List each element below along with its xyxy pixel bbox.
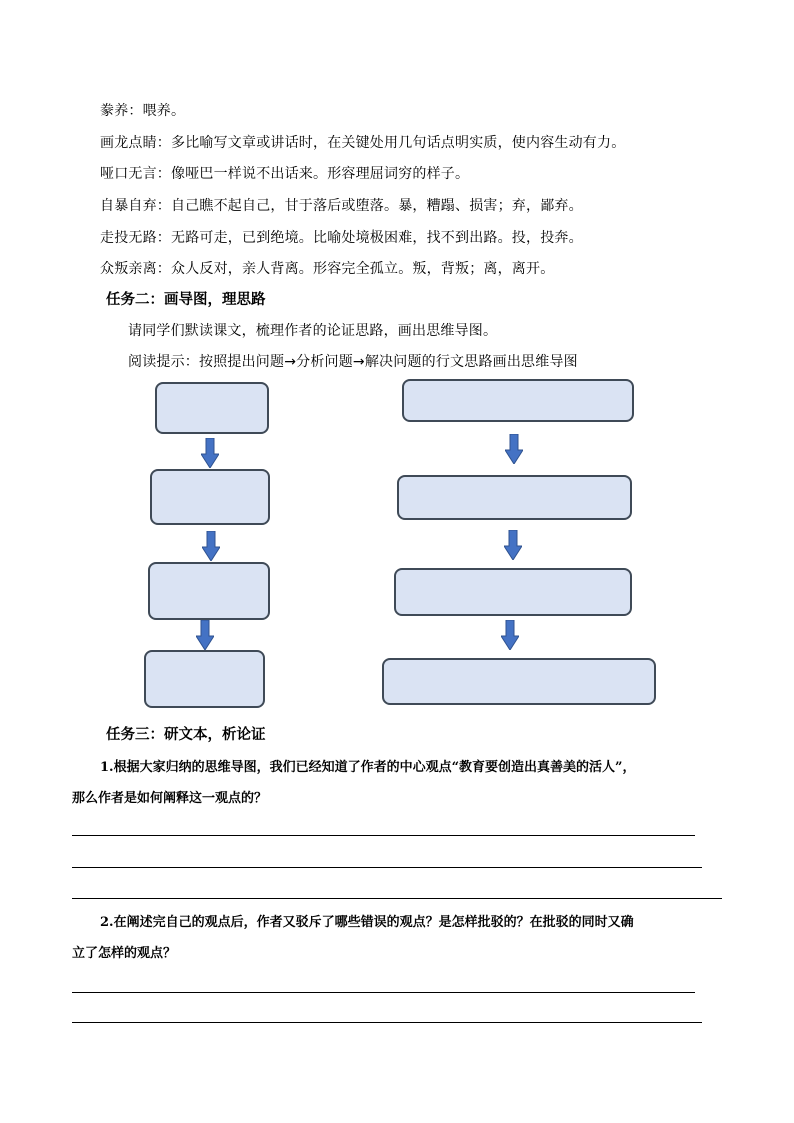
mindmap-left-box-2[interactable]: [150, 469, 270, 525]
vocab-line-6: 众叛亲离：众人反对，亲人背离。形容完全孤立。叛，背叛；离，离开。: [100, 261, 555, 277]
task2-hint: 阅读提示：按照提出问题→分析问题→解决问题的行文思路画出思维导图: [128, 354, 578, 370]
vocab-line-1: 豢养：喂养。: [100, 103, 186, 119]
question-1-line-1: 1.根据大家归纳的思维导图，我们已经知道了作者的中心观点“教育要创造出真善美的活人”，: [100, 760, 636, 775]
mindmap-right-box-4[interactable]: [382, 658, 656, 705]
mindmap-right-box-3[interactable]: [394, 568, 632, 616]
answer-line[interactable]: [72, 867, 702, 868]
mindmap-right-box-1[interactable]: [402, 379, 634, 422]
answer-line[interactable]: [72, 835, 695, 836]
task3-title: 任务三：研文本，析论证: [106, 726, 266, 743]
answer-line[interactable]: [72, 898, 722, 899]
question-2-line-2: 立了怎样的观点？: [72, 946, 177, 961]
mindmap-left-box-4[interactable]: [144, 650, 265, 708]
arrow-down-icon: [196, 620, 214, 650]
vocab-line-3: 哑口无言：像哑巴一样说不出话来。形容理屈词穷的样子。: [100, 166, 470, 182]
arrow-down-icon: [201, 438, 219, 468]
task2-title: 任务二：画导图，理思路: [106, 291, 266, 308]
arrow-down-icon: [505, 434, 523, 464]
arrow-down-icon: [202, 531, 220, 561]
task2-instruction: 请同学们默读课文，梳理作者的论证思路，画出思维导图。: [128, 323, 498, 339]
arrow-down-icon: [504, 530, 522, 560]
mindmap-right-box-2[interactable]: [397, 475, 632, 520]
answer-line[interactable]: [72, 1022, 702, 1023]
vocab-line-5: 走投无路：无路可走，已到绝境。比喻处境极困难，找不到出路。投，投奔。: [100, 230, 583, 246]
question-2-line-1: 2.在阐述完自己的观点后，作者又驳斥了哪些错误的观点？是怎样批驳的？在批驳的同时又确: [100, 915, 634, 930]
vocab-line-4: 自暴自弃：自己瞧不起自己，甘于落后或堕落。暴，糟蹋、损害；弃，鄙弃。: [100, 198, 583, 214]
mindmap-left-box-3[interactable]: [148, 562, 270, 620]
question-1-line-2: 那么作者是如何阐释这一观点的？: [72, 791, 268, 806]
vocab-line-2: 画龙点睛：多比喻写文章或讲话时，在关键处用几句话点明实质，使内容生动有力。: [100, 135, 626, 151]
mindmap-left-box-1[interactable]: [155, 382, 269, 434]
answer-line[interactable]: [72, 992, 695, 993]
arrow-down-icon: [501, 620, 519, 650]
